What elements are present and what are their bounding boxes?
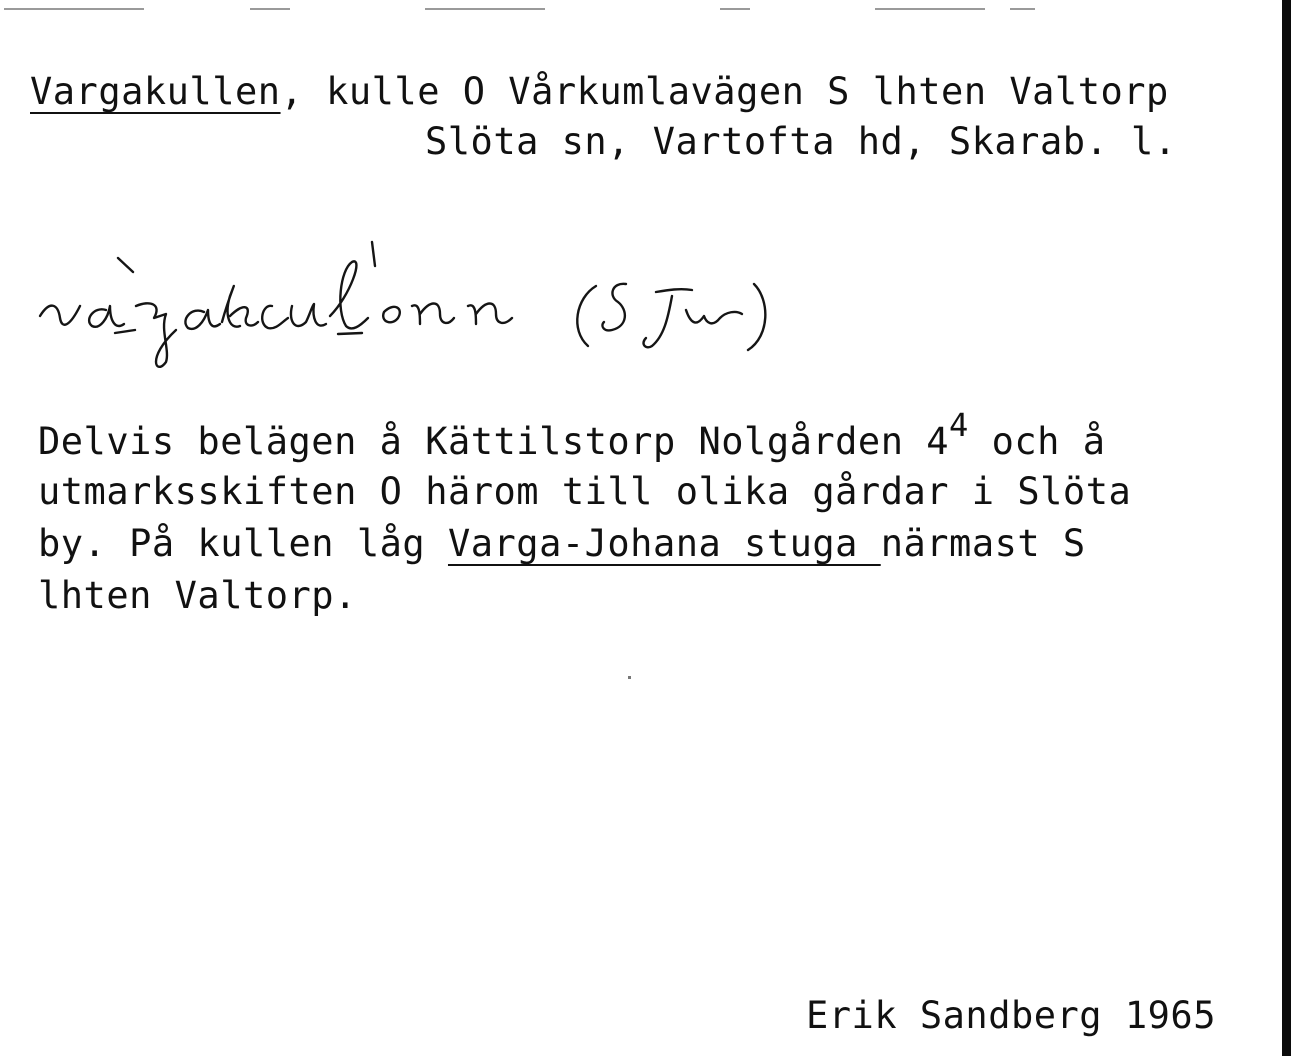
superscript-number: 4 (949, 406, 969, 444)
underlined-place-name: Varga-Johana stuga (447, 522, 881, 565)
body-text: närmast S (880, 522, 1086, 565)
signature: Erik Sandberg 1965 (806, 994, 1216, 1037)
body-line-4: lhten Valtorp. (38, 574, 357, 617)
header-line-2: Slöta sn, Vartofta hd, Skarab. l. (425, 120, 1177, 163)
body-text: by. På kullen låg (38, 522, 448, 565)
body-text: Delvis belägen å Kättilstorp Nolgården 4 (38, 420, 950, 463)
body-line-1 (38, 406, 1106, 469)
header-location: , kulle O Vårkumlavägen S lhten Valtorp (280, 70, 1169, 113)
body-line-2: utmarksskiften O härom till olika gårdar i Slöta (38, 470, 1132, 513)
headword: Vargakullen (30, 70, 281, 113)
body-text: och å (968, 420, 1106, 463)
body-line-3 (38, 518, 1086, 570)
